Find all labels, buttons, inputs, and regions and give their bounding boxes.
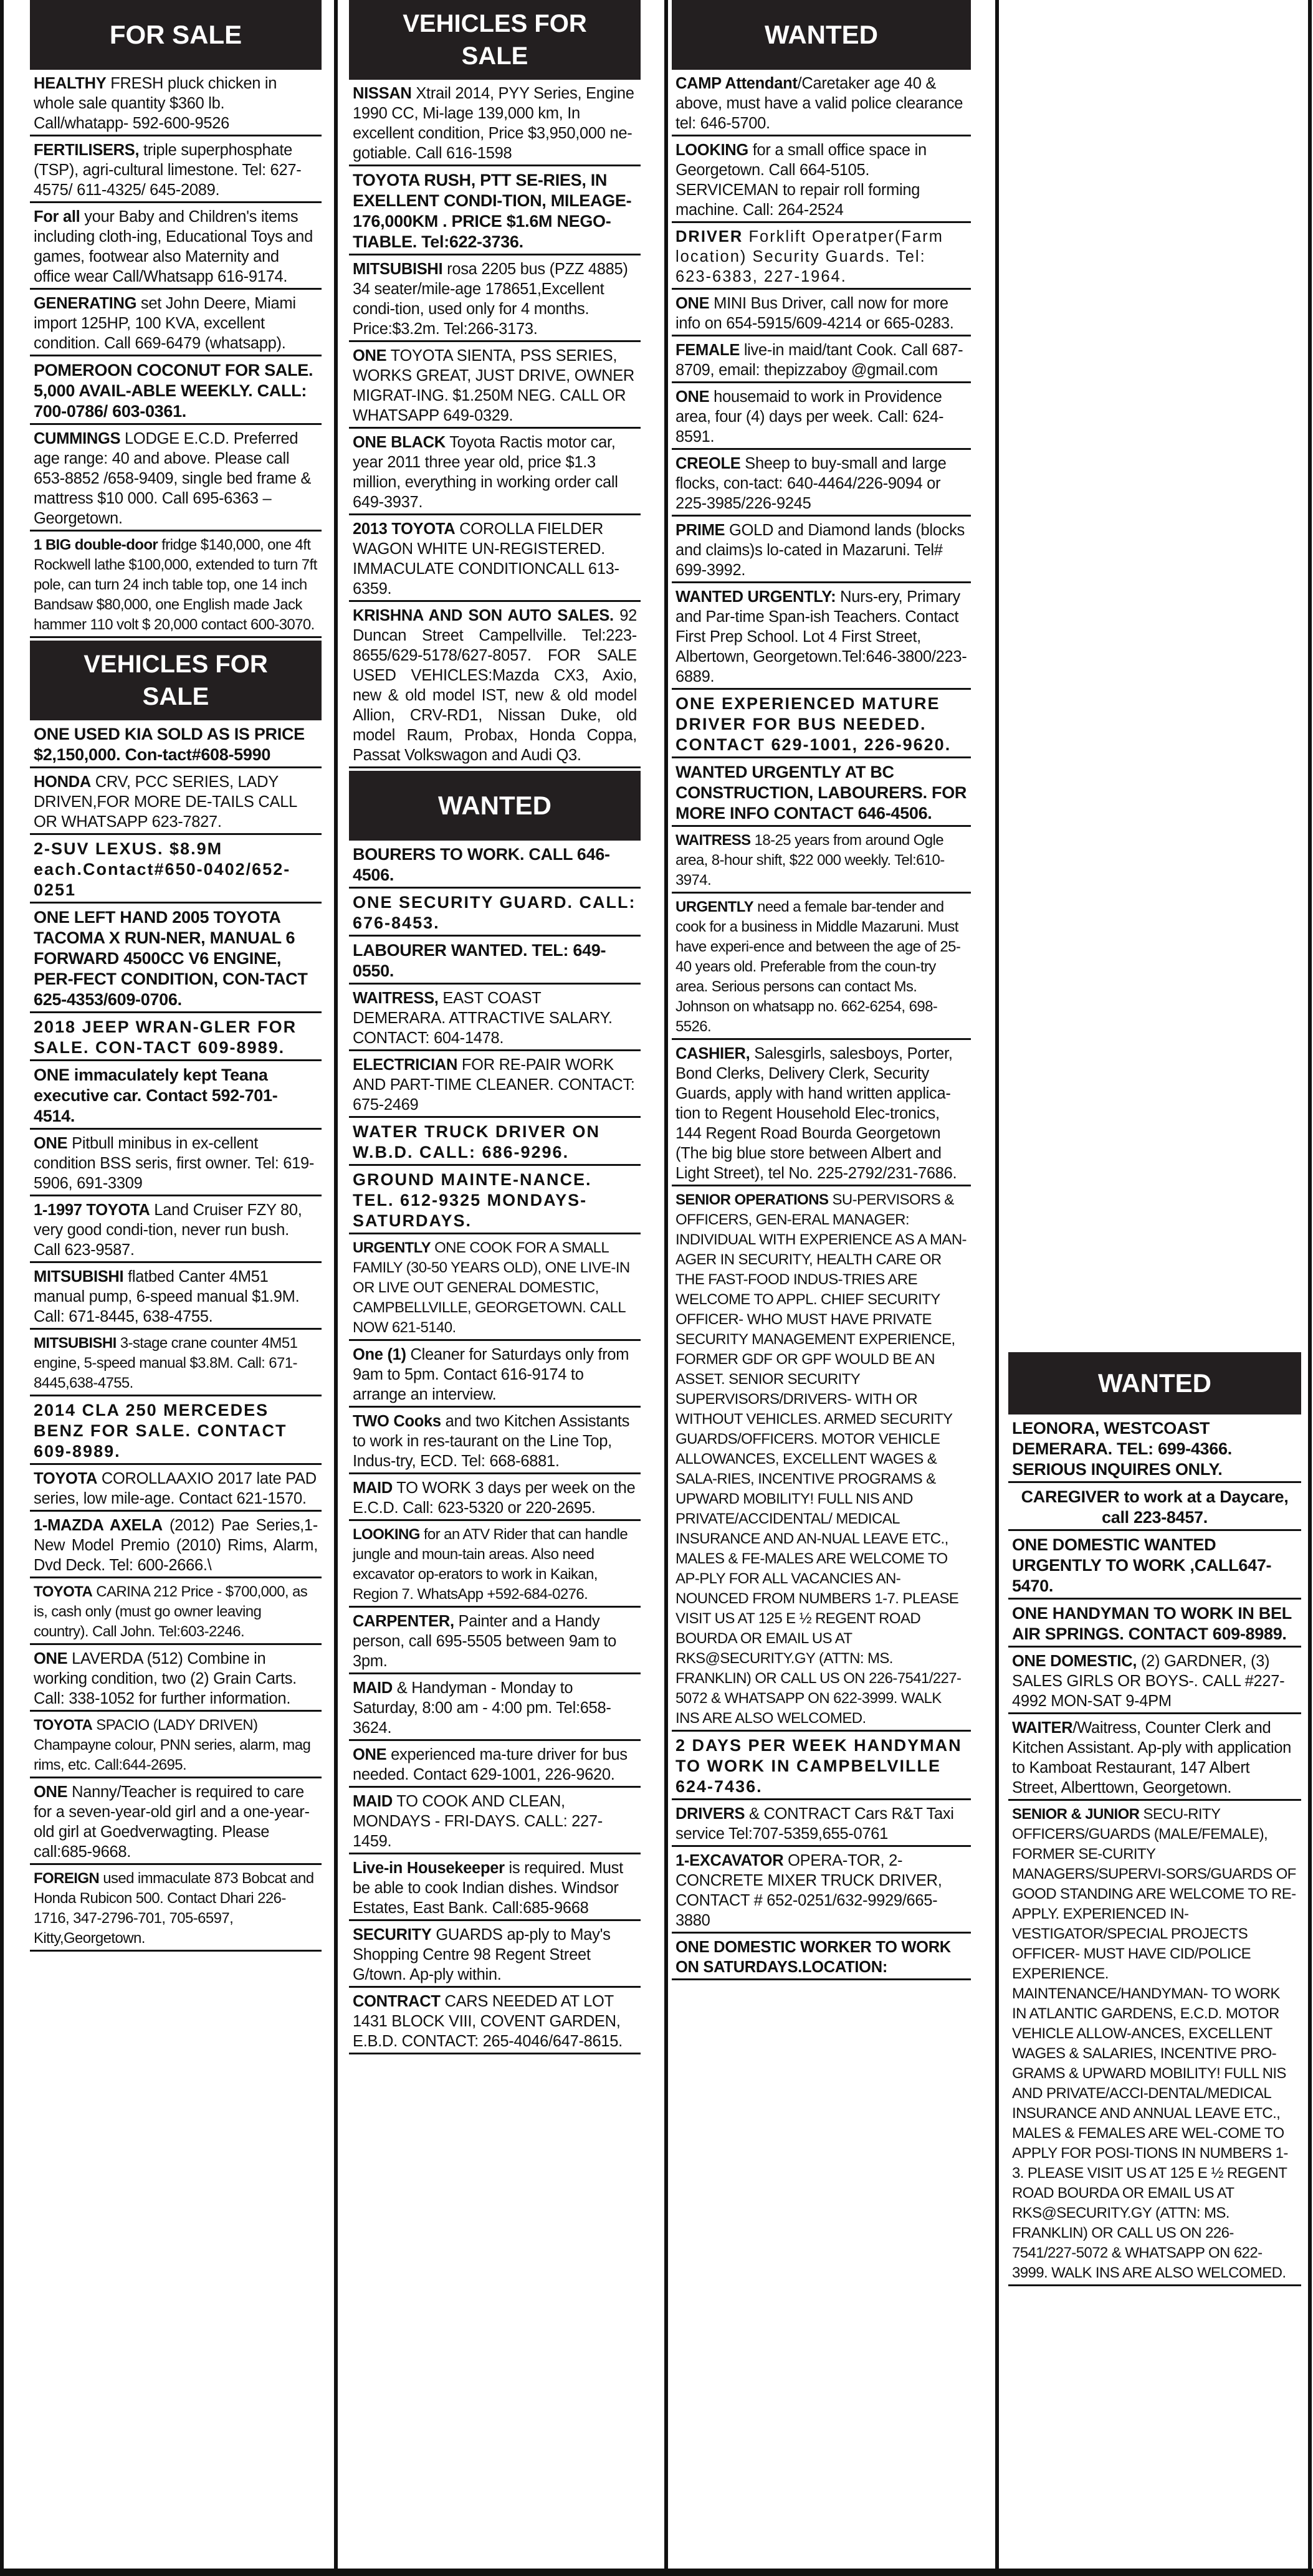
ad-text: Cleaner for Saturdays only from 9am to 5pm. Contact 616-9174 to arrange an interview. [353,1346,629,1403]
ad-text: housemaid to work in Providence area, four (4) days per week. Call: 624-8591. [676,388,944,446]
ad-text: set John Deere, Miami import 125HP, 100 KVA, excellent condition. Call 669-6479 (whatsapp). [34,295,296,352]
classified-ad [30,1712,322,1778]
ad-text: 3-stage crane counter 4M51 engine, 5-speed manual $3.8M. Call: 671-8445,638-4755. [34,1335,298,1391]
ad-text: Pitbull minibus in ex-cellent condition BSS seris, first owner. Tel: 619-5906, 691-3309 [34,1135,315,1192]
classified-ad [30,1330,322,1396]
ad-text: for a small office space in Georgetown. Call 664-5105. SERVICEMAN to repair roll forming machine. Call: 264-2524 [676,141,927,219]
classified-ad [672,517,971,583]
ad-lead: 2 DAYS PER WEEK HANDYMAN TO WORK IN CAMPBELVILLE 624-7436. [676,1736,962,1796]
ad-text: & CONTRACT Cars R&T Taxi service Tel:707-5359,655-0761 [676,1805,954,1843]
ad-text: Xtrail 2014, PYY Series, Engine 1990 CC, Mi-lage 139,000 km, In excellent condition, Price $3,950,000 ne-gotiable. Call 616-1598 [353,85,634,162]
ad-text: Painter and a Handy person, call 695-5505 between 9am to 3pm. [353,1613,616,1670]
classified-ad [30,768,322,835]
ad-lead: ONE [676,388,710,406]
ad-text: Salesgirls, salesboys, Porter, Bond Clerks, Delivery Clerk, Security Guards, apply with hand written applica-tion to Regent Household Elec-tronics, 144 Regent Road Bourda Georgetown (The big blue store between Albert and Light Street), tel No. 225-2792/231-7686. [676,1045,957,1182]
classified-ad [672,1186,971,1732]
classified-ad [349,1408,641,1474]
ad-lead: One (1) [353,1346,406,1363]
ad-text: COROLLA FIELDER WAGON WHITE UN-REGISTERED. IMMACULATE CONDITIONCALL 613-6359. [353,520,619,598]
ad-text: MINI Bus Driver, call now for more info on 654-5915/609-4214 or 665-0283. [676,295,954,332]
header-line: SALE [142,683,209,710]
ad-lead: WAITRESS, [353,990,439,1007]
ad-lead: CREOLE [676,455,741,472]
ad-lead: KRISHNA AND SON AUTO SALES. [353,607,614,624]
classified-ad [30,720,322,768]
ad-lead: WAITRESS [676,832,751,849]
classified-ad [30,70,322,136]
ad-text: SU-PERVISORS & OFFICERS, GEN-ERAL MANAGER: INDIVIDUAL WITH EXPERIENCE AS A MAN-AGER IN SECURITY, HEALTH CARE OR THE FAST-FOOD INDUS-TRIES ARE WELCOME TO APPL. CHIEF SECURITY OFFICER- WHO MUST HAVE PRIVATE SECURITY MANAGEMENT EXPERIENCE, FORMER GDF OR GPF WOULD BE AN ASSET. SENIOR SECURITY SUPERVISORS/DRIVERS- WITH OR WITHOUT VEHICLES. ARMED SECURITY GUARDS/OFFICERS. MOTOR VEHICLE ALLOWANCES, EXCELLENT WAGES & SALA-RIES, INCENTIVE PROGRAMS & UPWARD MOBILITY! FULL NIS AND PRIVATE/ACCIDENTAL/ MEDICAL INSURANCE AND AN-NUAL LEAVE ETC., MALES & FE-MALES ARE WELCOME TO AP-PLY FOR ALL VACANCIES AN-NOUNCED FROM NUMBERS 1-7. PLEASE VISIT US AT 125 E ½ REGENT ROAD BOURDA OR EMAIL US AT RKS@SECURITY.GY (ATTN: MS. FRANKLIN) OR CALL US ON 226-7541/227-5072 & WHATSAPP ON 622-3999. WALK INS ARE ALSO WELCOMED. [676,1191,967,1727]
ad-text: TO COOK AND CLEAN, MONDAYS - FRI-DAYS. CALL: 227-1459. [353,1793,603,1850]
ad-text: your Baby and Children's items including cloth-ing, Educational Toys and games, footwear also Maternity and office wear Call/Whatsapp 616-9174. [34,208,313,285]
ad-lead: TOYOTA [34,1583,93,1600]
ad-text: Nurs-ery, Primary and Par-time Span-ish Teachers. Contact First Prep School. Lot 4 First Street, Albertown, Georgetown.Tel:646-3800/223-6889. [676,588,967,685]
ad-lead: HONDA [34,773,91,791]
classified-ad [672,894,971,1040]
classified-ad [30,1512,322,1578]
ads-list-wanted [1008,1414,1301,2286]
section-header-wanted: WANTED [672,0,971,70]
ad-lead: ONE [353,1746,387,1763]
column-divider [664,0,668,2569]
ad-lead: ONE [353,347,387,365]
ad-lead: BOURERS TO WORK. CALL 646-4506. [353,845,610,884]
ad-text: live-in maid/tant Cook. Call 687-8709, email: thepizzaboy @gmail.com [676,341,963,379]
classified-ad [30,835,322,904]
ad-text: OPERA-TOR, 2- CONCRETE MIXER TRUCK DRIVER, CONTACT # 652-0251/632-9929/665-3880 [676,1852,942,1929]
ad-lead: FEMALE [676,341,740,359]
classified-ad [349,1118,641,1166]
ad-lead: ONE LEFT HAND 2005 TOYOTA TACOMA X RUN-NER, MANUAL 6 FORWARD 4500CC V6 ENGINE, PER-FECT CONDITION, CON-TACT 625-4353/609-0706. [34,908,308,1009]
ad-lead: WANTED URGENTLY: [676,588,836,606]
ad-lead: MAID [353,1793,393,1810]
ads-list-vehicles [30,720,322,1952]
ad-lead: SENIOR & JUNIOR [1012,1806,1140,1823]
page-bottom-rule [0,2569,1313,2576]
classified-ad [672,583,971,690]
ad-lead: MITSUBISHI [34,1335,117,1352]
classified-ad [30,904,322,1013]
ad-lead: FOREIGN [34,1870,100,1887]
ad-lead: WATER TRUCK DRIVER ON W.B.D. CALL: 686-9296. [353,1122,600,1162]
classified-ad [1008,1714,1301,1801]
ad-lead: Live-in Housekeeper [353,1859,505,1877]
classified-ad [30,203,322,290]
ad-lead: 2-SUV LEXUS. $8.9M each.Contact#650-0402/652-0251 [34,839,291,899]
ad-text: is required. Must be able to cook Indian dishes. Windsor Estates, East Bank. Call:685-9668 [353,1859,623,1917]
classified-ad [349,602,641,768]
ad-lead: WANTED URGENTLY AT BC CONSTRUCTION, LABOURERS. FOR MORE INFO CONTACT 646-4506. [676,763,967,823]
classified-ad [30,425,322,532]
ad-text: SPACIO (LADY DRIVEN) Champayne colour, PNN series, alarm, mag rims, etc. Call:644-2695. [34,1717,311,1773]
ad-text: FRESH pluck chicken in whole sale quantity $360 lb. Call/whatapp- 592-600-9526 [34,75,277,132]
classified-ad [349,985,641,1051]
classified-ad [1008,1483,1301,1531]
ad-lead: 1 BIG double-door [34,537,158,553]
classified-ad [672,827,971,894]
classified-ad [30,356,322,425]
ad-lead: LOOKING [353,1526,420,1543]
classified-ad [349,1474,641,1521]
classified-ad [30,532,322,638]
classified-ad [672,450,971,517]
ad-lead: GROUND MAINTE-NANCE. TEL. 612-9325 MONDAYS-SATURDAYS. [353,1170,592,1230]
classified-ad [30,1061,322,1130]
ad-text: LAVERDA (512) Combine in working condition, two (2) Grain Carts. Call: 338-1052 for further information. [34,1650,297,1707]
ad-lead: MAID [353,1679,393,1697]
classified-ad [349,1854,641,1921]
column-divider [995,0,999,2569]
ad-text: FOR RE-PAIR WORK AND PART-TIME CLEANER. CONTACT: 675-2469 [353,1056,635,1114]
classified-ad [672,70,971,136]
ad-text: TOYOTA SIENTA, PSS SERIES, WORKS GREAT, JUST DRIVE, OWNER MIGRAT-ING. $1.250M NEG. CALL OR WHATSAPP 649-0329. [353,347,634,424]
classified-ad [672,336,971,383]
ad-text: GUARDS ap-ply to May's Shopping Centre 98 Regent Street G/town. Ap-ply within. [353,1926,611,1983]
classified-ad [672,383,971,450]
ad-text: COROLLAAXIO 2017 late PAD series, low mile-age. Contact 621-1570. [34,1470,317,1507]
section-header-vehicles-for-sale [30,641,322,720]
ad-lead: 1-EXCAVATOR [676,1852,784,1869]
ad-lead: CUMMINGS [34,430,121,447]
ad-text: flatbed Canter 4M51 manual pump, 6-speed manual $1.9M. Call: 671-8445, 638-4755. [34,1268,300,1325]
classified-ad [1008,1648,1301,1714]
ad-lead: 1-MAZDA AXELA [34,1517,163,1534]
ad-lead: DRIVER [676,228,743,246]
ad-text: LODGE E.C.D. Preferred age range: 40 and above. Please call 653-8852 /658-9409, single bed frame & mattress $10 000. Call 695-6363 – Georgetown. [34,430,312,527]
ad-lead: LOOKING [676,141,748,159]
ad-lead: ONE HANDYMAN TO WORK IN BEL AIR SPRINGS. CONTACT 609-8989. [1012,1604,1292,1643]
ad-text: SECU-RITY OFFICERS/GUARDS (MALE/FEMALE), FORMER SE-CURITY MANAGERS/SUPERVI-SORS/GUARDS OF GOOD STANDING ARE WELCOME TO RE-APPLY. EXPERIENCED IN-VESTIGATOR/SPECIAL PROJECTS OFFICER- MUST HAVE CID/POLICE EXPERIENCE. MAINTENANCE/HANDYMAN- TO WORK IN ATLANTIC GARDENS, E.C.D. MOTOR VEHICLE ALLOW-ANCES, EXCELLENT WAGES & SALARIES, INCENTIVE PRO-GRAMS & UPWARD MOBILITY! FULL NIS AND PRIVATE/ACCI-DENTAL/MEDICAL INSURANCE AND ANNUAL LEAVE ETC., MALES & FEMALES ARE WEL-COME TO APPLY FOR POSI-TIONS IN NUMBERS 1-3. PLEASE VISIT US AT 125 E ½ REGENT ROAD BOURDA OR EMAIL US AT RKS@SECURITY.GY (ATTN: MS. FRANKLIN) OR CALL US ON 226-7541/227-5072 & WHATSAPP ON 622-3999. WALK INS ARE ALSO WELCOMED. [1012,1806,1296,2281]
ad-text: & Handyman - Monday to Saturday, 8:00 am - 4:00 pm. Tel:658-3624. [353,1679,611,1737]
ad-lead: CAREGIVER to work at a Daycare, call 223-8457. [1021,1487,1289,1527]
ad-lead: NISSAN [353,85,412,102]
section-header-vehicles-for-sale [349,0,641,80]
classified-ad [1008,1600,1301,1648]
classified-ad [30,1130,322,1196]
classified-ad [349,1988,641,2054]
classified-ad [30,1578,322,1645]
ad-text: experienced ma-ture driver for bus needed. Contact 629-1001, 226-9620. [353,1746,628,1783]
classified-ad [672,1934,971,1980]
ad-lead: FERTILISERS, [34,141,140,159]
ads-list-vehicles [349,80,641,768]
classified-ad [30,1013,322,1061]
column-1 [30,0,322,2569]
ad-lead: ONE [34,1650,68,1667]
classified-ad [349,889,641,937]
classified-ad [672,1040,971,1186]
classified-ad [30,1263,322,1330]
ad-text: Nanny/Teacher is required to care for a seven-year-old girl and a one-year-old girl at Goedverwagting. Please call:685-9668. [34,1783,310,1861]
classified-ad [349,1741,641,1788]
column-divider [0,0,4,2569]
ad-text: 92 Duncan Street Campellville. Tel:223-8655/629-5178/627-8057. FOR SALE USED VEHICLES:Mazda CX3, Axio, new & old model IST, new & old model Allion, CRV-RD1, Nissan Duke, old model Raum, Probax, Honda Coppa, Passat Volkswagon and Audi Q3. [353,607,637,764]
ad-lead: ELECTRICIAN [353,1056,458,1074]
ad-text: Tel:622-3736. [416,232,523,251]
ad-lead: 2013 TOYOTA [353,520,456,538]
ad-lead: WAITER [1012,1719,1073,1737]
classified-ad [672,758,971,827]
classified-ad [1008,1531,1301,1600]
classified-ad [349,1341,641,1408]
classified-ad [672,290,971,336]
ad-text: GOLD and Diamond lands (blocks and claims)s lo-cated in Mazaruni. Tel# 699-3992. [676,522,965,579]
ad-lead: GENERATING [34,295,137,312]
ad-text: (2) GARDNER, (3) SALES GIRLS OR BOYS-. CALL #227-4992 MON-SAT 9-4PM [1012,1653,1285,1710]
ad-lead: TOYOTA [34,1470,98,1487]
ads-list-for-sale [30,70,322,638]
classified-ad [30,136,322,203]
column-divider [334,0,338,2569]
classified-ad [349,515,641,602]
ad-text: Sheep to buy-small and large flocks, con-tact: 640-4464/226-9094 or 225-3985/226-9245 [676,455,947,512]
classified-ad [30,1396,322,1465]
ad-lead: ONE [34,1135,68,1152]
ad-lead: ONE [676,295,710,312]
ad-lead: CASHIER, [676,1045,750,1062]
ad-lead: CONTRACT [353,1993,441,2010]
classified-ad [349,1788,641,1854]
ad-text: /Caretaker age 40 & above, must have a valid police clearance tel: 646-5700. [676,75,963,132]
ad-lead: LEONORA, WESTCOAST DEMERARA. TEL: 699-4366. SERIOUS INQUIRES ONLY. [1012,1419,1232,1479]
classified-ad [30,1196,322,1263]
ad-lead: TOYOTA RUSH, PTT SE-RIES, IN EXELLENT CONDI-TION, MILEAGE-176,000KM . PRICE $1.6M NEGO-TIABLE. [353,171,632,251]
ad-lead: MITSUBISHI [353,260,443,278]
classified-ad [30,1465,322,1512]
ad-text: for an ATV Rider that can handle jungle and moun-tain areas. Also need excavator op-erators to work in Kaikan, Region 7. WhatsApp +592-684-0276. [353,1526,628,1603]
ad-lead: ONE DOMESTIC WANTED URGENTLY TO WORK ,CALL647-5470. [1012,1535,1272,1595]
ad-lead: SECURITY [353,1926,432,1944]
ad-text: and two Kitchen Assistants to work in res-taurant on the Line Top, Indus-try, ECD. Tel: 668-6881. [353,1413,630,1470]
ad-text: (2012) Pae Series,1- New Model Premio (2010) Rims, Alarm, Dvd Deck. Tel: 600-2666.\ [34,1517,318,1574]
ad-lead: SENIOR OPERATIONS [676,1191,829,1208]
classified-ad [672,1847,971,1934]
ad-lead: ONE SECURITY GUARD. CALL: 676-8453. [353,893,636,932]
ad-lead: URGENTLY [353,1239,431,1256]
ad-lead: DRIVERS [676,1805,745,1823]
ad-text: fridge $140,000, one 4ft Rockwell lathe $100,000, extended to turn 7ft pole, can turn 24 inch table top, one 14 inch Bandsaw $80,000, one English made Jack hammer 110 volt $ 20,000 contact 600-3070. [34,537,317,633]
classified-ad [349,429,641,515]
classified-ad [672,223,971,290]
ads-list-wanted [349,841,641,2054]
ad-lead: ONE BLACK [353,434,446,451]
ad-lead: LABOURER WANTED. TEL: 649-0550. [353,941,606,980]
classified-ad [349,1608,641,1674]
ad-text: TO WORK 3 days per week on the E.C.D. Call: 623-5320 or 220-2695. [353,1479,636,1517]
ad-lead: CAMP Attendant [676,75,798,92]
ad-lead: PRIME [676,522,725,539]
classified-ad [349,1521,641,1608]
classified-ad [30,1865,322,1952]
header-line: SALE [461,42,528,70]
ad-lead: ONE immaculately kept Teana executive car. Contact 592-701-4514. [34,1066,278,1125]
ad-lead: TOYOTA [34,1717,93,1734]
classified-ad [672,690,971,758]
ad-text: used immaculate 873 Bobcat and Honda Rubicon 500. Contact Dhari 226-1716, 347-2796-701, 705-6597, Kitty,Georgetown. [34,1870,314,1947]
classified-ad [672,136,971,223]
ad-text: need a female bar-tender and cook for a business in Middle Mazaruni. Must have experi-ence and between the age of 25-40 years old. Preferable from the coun-try area. Serious persons can contact Ms. Johnson on whatsapp no. 662-6254, 698-5526. [676,899,961,1035]
ad-lead: For all [34,208,80,226]
ad-lead: ONE [34,1783,68,1801]
classified-ad [672,1800,971,1847]
ad-text: rosa 2205 bus (PZZ 4885) 34 seater/mile-age 178651,Excellent condi-tion, used only for 4 months. Price:$3.2m. Tel:266-3173. [353,260,628,338]
ad-lead: CARPENTER, [353,1613,454,1630]
classified-ad [349,342,641,429]
ad-lead: MAID [353,1479,393,1497]
ad-lead: URGENTLY [676,899,753,915]
classified-ad [349,1921,641,1988]
section-header-wanted: WANTED [349,771,641,841]
classified-ad [1008,1801,1301,2286]
classified-ad [30,1778,322,1865]
ad-lead: POMEROON COCONUT FOR SALE. 5,000 AVAIL-ABLE WEEKLY. CALL: 700-0786/ 603-0361. [34,361,313,421]
classified-ad [30,290,322,356]
ad-text: Toyota Ractis motor car, year 2011 three year old, price $1.3 million, everything in working order call 649-3937. [353,434,618,511]
ad-lead: ONE USED KIA SOLD AS IS PRICE $2,150,000. Con-tact#608-5990 [34,725,305,764]
classified-ad [349,255,641,342]
ad-text: triple superphosphate (TSP), agri-cultural limestone. Tel: 627-4575/ 611-4325/ 645-2089. [34,141,302,199]
ad-lead: 2018 JEEP WRAN-GLER FOR SALE. CON-TACT 609-8989. [34,1018,297,1057]
classified-ad [349,937,641,985]
classified-ad [349,166,641,255]
classified-ad [349,1234,641,1341]
ad-text: /Waitress, Counter Clerk and Kitchen Assistant. Ap-ply with application to Kamboat Restaurant, 147 Albert Street, Alberttown, Georgetown. [1012,1719,1292,1796]
ad-text: CARINA 212 Price - $700,000, as is, cash only (must go owner leaving country). Call John. Tel:603-2246. [34,1583,308,1640]
classified-ad [349,841,641,889]
ad-text: CRV, PCC SERIES, LADY DRIVEN,FOR MORE DE-TAILS CALL OR WHATSAPP 623-7827. [34,773,297,831]
classified-ad [349,1166,641,1234]
ad-text: ONE COOK FOR A SMALL FAMILY (30-50 YEARS OLD), ONE LIVE-IN OR LIVE OUT GENERAL DOMESTIC, CAMPBELLVILLE, GEORGETOWN. CALL NOW 621-5140. [353,1239,630,1336]
ad-lead: ONE DOMESTIC WORKER TO WORK ON SATURDAYS.LOCATION: [676,1939,951,1976]
ads-list-wanted [672,70,971,1980]
ad-lead: ONE EXPERIENCED MATURE DRIVER FOR BUS NEEDED. CONTACT 629-1001, 226-9620. [676,694,952,754]
ad-text: Land Cruiser FZY 80, very good condi-tion, never run bush. Call 623-9587. [34,1201,302,1259]
column-2 [349,0,641,2569]
ad-lead: HEALTHY [34,75,107,92]
column-divider [1308,0,1312,2569]
header-line: VEHICLES FOR [84,651,268,678]
classified-ad [1008,1414,1301,1483]
ad-text: Forklift Operatper(Farm location) Security Guards. Tel: 623-6383, 227-1964. [676,228,943,285]
ad-text: CARS NEEDED AT LOT 1431 BLOCK VIII, COVENT GARDEN, E.B.D. CONTACT: 265-4046/647-8615. [353,1993,623,2050]
ad-lead: ONE DOMESTIC, [1012,1653,1137,1670]
classified-ad [672,1732,971,1800]
ad-lead: MITSUBISHI [34,1268,124,1286]
classified-ad [349,80,641,166]
column-3 [672,0,971,2569]
section-header-for-sale: FOR SALE [30,0,322,70]
ad-lead: 2014 CLA 250 MERCEDES BENZ FOR SALE. CONTACT 609-8989. [34,1401,287,1461]
ad-lead: TWO Cooks [353,1413,441,1430]
classified-ad [349,1674,641,1741]
classified-ad [349,1051,641,1118]
ad-text: EAST COAST DEMERARA. ATTRACTIVE SALARY. CONTACT: 604-1478. [353,990,613,1047]
classified-ad [30,1645,322,1712]
ad-text: 18-25 years from around Ogle area, 8-hour shift, $22 000 weekly. Tel:610-3974. [676,832,945,889]
header-line: VEHICLES FOR [403,10,587,37]
column-4 [1008,1352,1301,2569]
section-header-wanted: WANTED [1008,1352,1301,1414]
ad-lead: 1-1997 TOYOTA [34,1201,150,1219]
